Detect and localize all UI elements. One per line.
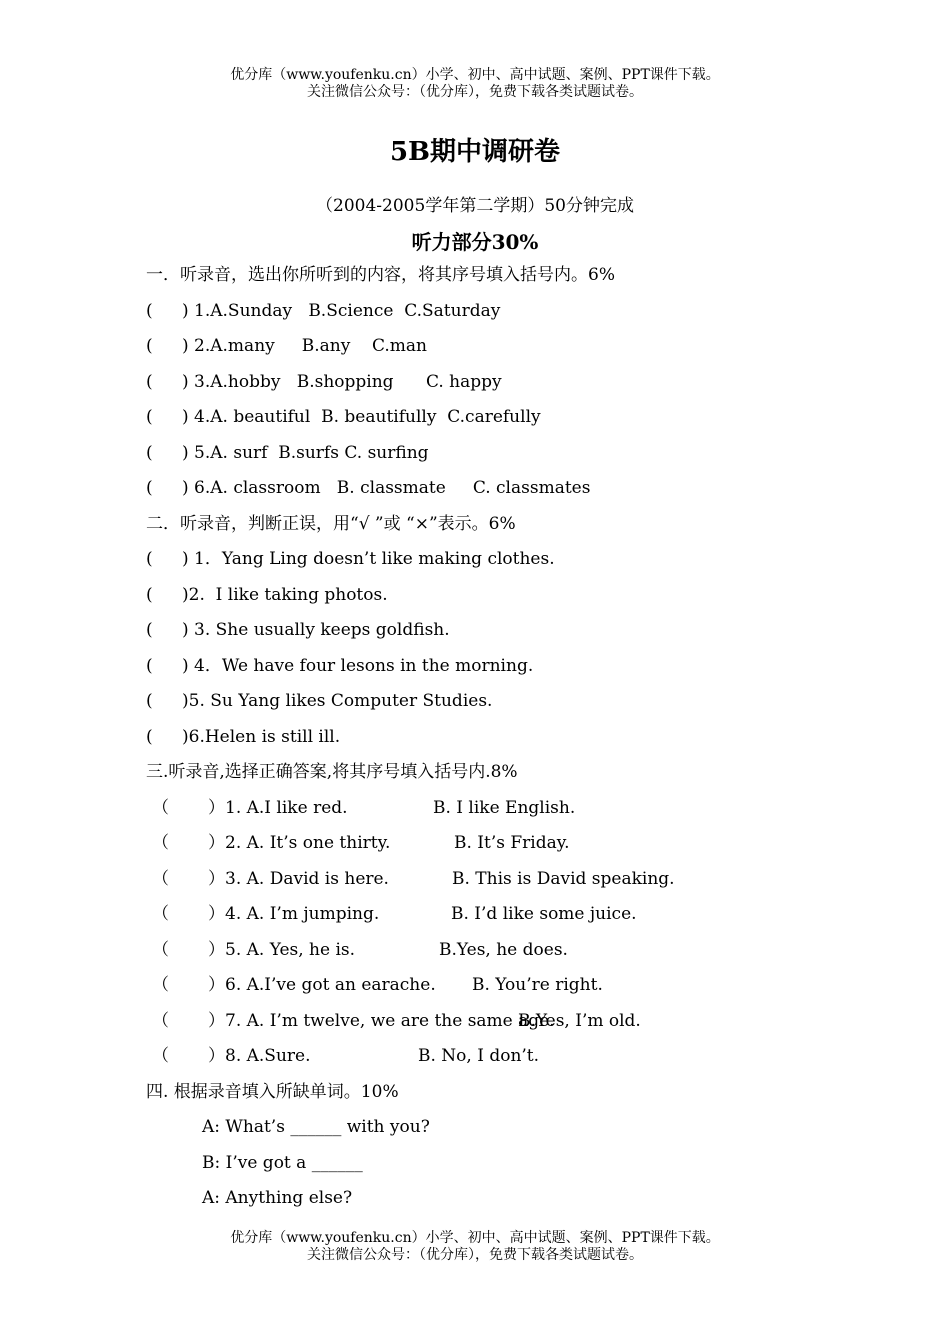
answer-paren: ( [146, 549, 153, 569]
answer-paren: ( [146, 620, 153, 640]
section4-heading: 四. 根据录音填入所缺单词。10% [146, 1082, 399, 1102]
answer-paren: ( [146, 656, 153, 676]
section1-item [146, 406, 541, 428]
answer-paren: （ [152, 940, 169, 960]
header-line-1: 优分库（www.youfenku.cn）小学、初中、高中试题、案例、PPT课件下载。 [230, 67, 720, 83]
answer-paren: （ [152, 975, 169, 995]
question-text: ) 3. She usually keeps goldfish. [182, 620, 450, 640]
answer-paren: （ [152, 833, 169, 853]
section1-item [146, 335, 427, 357]
exam-subtitle: （2004-2005学年第二学期）50分钟完成 [316, 196, 634, 216]
question-text: ) 3.A.hobby B.shopping C. happy [182, 372, 502, 392]
answer-paren: ( [146, 727, 153, 747]
section1-heading: 一．听录音，选出你所听到的内容，将其序号填入括号内。6% [146, 265, 615, 285]
question-text: ) 5.A. surf B.surfs C. surfing [182, 443, 429, 463]
question-text: ) 1．Yang Ling doesn’t like making clothes. [182, 549, 555, 569]
footer-line-2: 关注微信公众号：（优分库），免费下载各类试题试卷。 [307, 1247, 643, 1263]
section1-item [146, 442, 429, 464]
section3-item [146, 1045, 539, 1067]
question-text: ) 1.A.Sunday B.Science C.Saturday [182, 301, 501, 321]
option-b: B.Yes, he does. [439, 940, 568, 960]
section2-item [146, 655, 533, 677]
question-text: ) 4．We have four lesons in the morning. [182, 656, 534, 676]
option-a: ）6. A.I’ve got an earache. [208, 975, 436, 995]
option-a: ）4. A. I’m jumping. [208, 904, 380, 924]
part-title: 听力部分30% [411, 230, 539, 254]
section1-item [146, 477, 590, 499]
answer-paren: （ [152, 798, 169, 818]
section3-item [146, 797, 575, 819]
answer-paren: （ [152, 1046, 169, 1066]
option-b: B.Yes, I’m old. [518, 1011, 641, 1031]
answer-paren: ( [146, 691, 153, 711]
option-b: B. This is David speaking. [452, 869, 675, 889]
dialogue-line: B: I’ve got a ______ [202, 1153, 363, 1173]
answer-paren: （ [152, 904, 169, 924]
option-b: B. It’s Friday. [454, 833, 570, 853]
answer-paren: ( [146, 372, 153, 392]
option-a: ）2. A. It’s one thirty. [208, 833, 391, 853]
page-footer [0, 1230, 950, 1264]
section2-item [146, 690, 492, 712]
option-a: ）5. A. Yes, he is. [208, 940, 356, 960]
section3-heading: 三.听录音,选择正确答案,将其序号填入括号内.8% [146, 762, 518, 782]
page-header [0, 67, 950, 101]
header-line-2: 关注微信公众号：（优分库），免费下载各类试题试卷。 [307, 84, 643, 100]
section3-item [146, 974, 603, 996]
option-a: ）1. A.I like red. [208, 798, 348, 818]
footer-line-1: 优分库（www.youfenku.cn）小学、初中、高中试题、案例、PPT课件下载。 [230, 1230, 720, 1246]
section3-item [146, 1010, 641, 1032]
section3-item [146, 832, 570, 854]
question-text: )6.Helen is still ill. [182, 727, 341, 747]
section1-item [146, 371, 502, 393]
option-b: B. I like English. [433, 798, 576, 818]
question-text: ) 6.A. classroom B. classmate C. classmates [182, 478, 591, 498]
answer-paren: ( [146, 301, 153, 321]
question-text: ) 2.A.many B.any C.man [182, 336, 427, 356]
answer-paren: ( [146, 336, 153, 356]
option-b: B. No, I don’t. [418, 1046, 540, 1066]
section2-item [146, 726, 340, 748]
option-b: B. I’d like some juice. [451, 904, 637, 924]
answer-paren: （ [152, 869, 169, 889]
section2-item [146, 584, 388, 606]
answer-paren: ( [146, 407, 153, 427]
exam-title: 5B期中调研卷 [389, 137, 561, 167]
answer-paren: ( [146, 443, 153, 463]
answer-paren: ( [146, 478, 153, 498]
section1-item [146, 300, 500, 322]
section3-item [146, 939, 568, 961]
option-b: B. You’re right. [472, 975, 603, 995]
question-text: )2. I like taking photos. [182, 585, 388, 605]
dialogue-line: A: What’s ______ with you? [202, 1117, 430, 1137]
dialogue-line: A: Anything else? [202, 1188, 353, 1208]
section2-heading: 二．听录音，判断正误，用“√ ”或 “×”表示。6% [146, 514, 516, 534]
question-text: )5. Su Yang likes Computer Studies. [182, 691, 493, 711]
section3-item [146, 868, 675, 890]
section2-item [146, 548, 555, 570]
option-a: ）7. A. I’m twelve, we are the same age. [208, 1011, 555, 1031]
option-a: ）3. A. David is here. [208, 869, 389, 889]
section2-item [146, 619, 450, 641]
answer-paren: ( [146, 585, 153, 605]
option-a: ）8. A.Sure. [208, 1046, 311, 1066]
question-text: ) 4.A. beautiful B. beautifully C.carefully [182, 407, 541, 427]
answer-paren: （ [152, 1011, 169, 1031]
section3-item [146, 903, 637, 925]
